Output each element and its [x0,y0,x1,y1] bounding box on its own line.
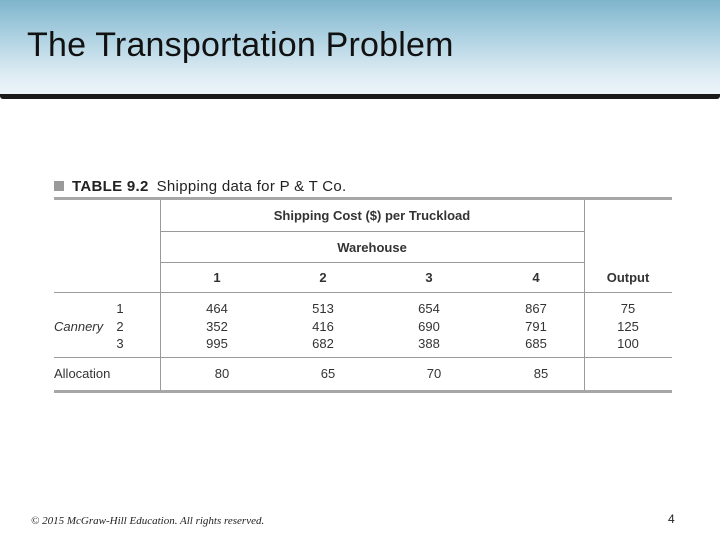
header-rule-2 [160,262,584,263]
table-top-rule [54,197,672,200]
output-header: Output [606,270,650,285]
cannery-label: Cannery [54,319,104,334]
cost-cell: 654 [418,301,440,316]
allocation-cell: 70 [426,366,442,381]
cost-cell: 388 [418,336,440,351]
cost-cell: 416 [312,319,334,334]
body-rule [54,357,672,358]
warehouse-col-1: 1 [213,270,221,285]
cost-cell: 464 [206,301,228,316]
warehouse-col-3: 3 [425,270,433,285]
allocation-cell: 80 [214,366,230,381]
table-title: Shipping data for P & T Co. [156,177,347,195]
caption-square-icon [54,181,64,191]
header-rule-3 [54,292,672,293]
cannery-id-3: 3 [116,336,124,351]
allocation-cell: 85 [533,366,549,381]
cost-cell: 682 [312,336,334,351]
table-caption [54,177,347,195]
page-number: 4 [668,512,675,526]
allocation-label: Allocation [54,366,111,381]
warehouse-col-2: 2 [319,270,327,285]
table-number: TABLE 9.2 [72,177,149,195]
copyright-footer: © 2015 McGraw-Hill Education. All rights reserved. [31,515,265,527]
cost-cell: 867 [525,301,547,316]
output-cell: 125 [617,319,639,334]
warehouse-col-4: 4 [532,270,540,285]
cost-cell: 513 [312,301,334,316]
header-rule-1 [160,231,584,232]
cost-cell: 791 [525,319,547,334]
table-divider-right [584,200,585,390]
cost-cell: 352 [206,319,228,334]
allocation-cell: 65 [320,366,336,381]
output-cell: 75 [620,301,636,316]
title-divider [0,94,720,99]
table-bottom-rule [54,390,672,393]
slide-title: The Transportation Problem [27,26,454,64]
output-cell: 100 [617,336,639,351]
cost-cell: 690 [418,319,440,334]
table-divider-left [160,200,161,390]
header-shipping-cost: Shipping Cost ($) per Truckload [273,208,471,223]
cannery-id-2: 2 [116,319,124,334]
cost-cell: 995 [206,336,228,351]
cost-cell: 685 [525,336,547,351]
header-warehouse: Warehouse [337,240,407,255]
cannery-id-1: 1 [116,301,124,316]
